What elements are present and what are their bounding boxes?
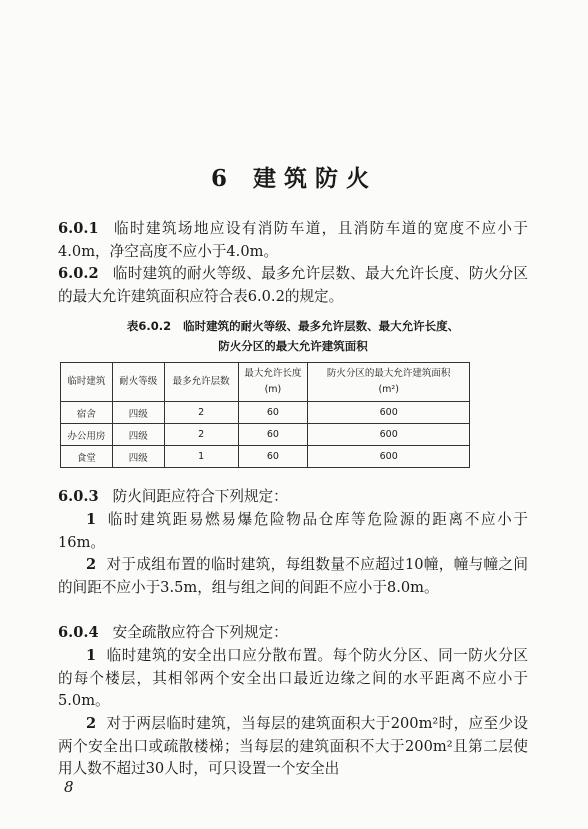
- clause-6-0-4: [58, 622, 528, 645]
- chapter-title: [0, 160, 588, 193]
- clause-number: 6.0.1: [58, 220, 99, 237]
- table-caption-line-2: 防火分区的最大允许建筑面积: [218, 339, 368, 353]
- cell-floors: 1: [164, 446, 238, 468]
- clause-number: 6.0.2: [58, 265, 99, 282]
- cell-floors: 2: [164, 424, 238, 446]
- chapter-number: 6: [210, 165, 227, 192]
- clause-number: 6.0.4: [58, 624, 99, 641]
- header-building: 临时建筑: [61, 363, 113, 402]
- chapter-heading: 建筑防火: [253, 165, 378, 192]
- item-number: 2: [86, 715, 97, 732]
- clause-6-0-3-item-2: [58, 554, 528, 599]
- table-caption: [58, 316, 528, 356]
- table-caption-line-1: 表6.0.2 临时建筑的耐火等级、最多允许层数、最大允许长度、: [126, 319, 460, 333]
- table-header-row: [61, 363, 470, 402]
- header-rating: 耐火等级: [112, 363, 164, 402]
- clause-text: 防火间距应符合下列规定：: [112, 488, 288, 505]
- cell-length: 60: [238, 424, 308, 446]
- table-row: [61, 424, 470, 446]
- table-row: [61, 446, 470, 468]
- cell-area: 600: [308, 424, 470, 446]
- header-floors: 最多允许层数: [164, 363, 238, 402]
- header-length: 最大允许长度 (m): [238, 363, 308, 402]
- cell-area: 600: [308, 446, 470, 468]
- item-number: 1: [86, 511, 97, 528]
- cell-building: 办公用房: [61, 424, 113, 446]
- cell-rating: 四级: [112, 402, 164, 424]
- cell-area: 600: [308, 402, 470, 424]
- clause-6-0-3: [58, 486, 528, 509]
- clause-6-0-3-item-1: [58, 509, 528, 554]
- clause-number: 6.0.3: [58, 488, 99, 505]
- cell-rating: 四级: [112, 446, 164, 468]
- item-text: 临时建筑的安全出口应分散布置。每个防火分区、同一防火分区的每个楼层，其相邻两个安全出口最近边缘之间的水平距离不应小于5.0m。: [58, 647, 528, 709]
- cell-length: 60: [238, 446, 308, 468]
- clause-6-0-1: [58, 218, 528, 263]
- clause-text: 临时建筑场地应设有消防车道，且消防车道的宽度不应小于4.0m，净空高度不应小于4.0m。: [58, 220, 528, 260]
- item-text: 对于两层临时建筑，当每层的建筑面积大于200m²时，应至少设两个安全出口或疏散楼梯；当每层的建筑面积不大于200m²且第二层使用人数不超过30人时，可只设置一个安全出: [58, 715, 528, 777]
- table-row: [61, 402, 470, 424]
- header-area: 防火分区的最大允许建筑面积 (m²): [308, 363, 470, 402]
- cell-building: 宿舍: [61, 402, 113, 424]
- clause-6-0-2: [58, 263, 528, 308]
- clause-text: 临时建筑的耐火等级、最多允许层数、最大允许长度、防火分区的最大允许建筑面积应符合表6.0.2的规定。: [58, 265, 528, 305]
- cell-building: 食堂: [61, 446, 113, 468]
- cell-rating: 四级: [112, 424, 164, 446]
- fire-rating-table: [60, 362, 470, 468]
- clause-6-0-4-item-2: [58, 713, 528, 781]
- page-number: 8: [64, 778, 74, 796]
- item-text: 对于成组布置的临时建筑，每组数量不应超过10幢，幢与幢之间的间距不应小于3.5m，组与组之间的间距不应小于8.0m。: [58, 556, 528, 596]
- cell-floors: 2: [164, 402, 238, 424]
- clause-text: 安全疏散应符合下列规定：: [112, 624, 288, 641]
- table-number: 表6.0.2: [126, 319, 172, 333]
- cell-length: 60: [238, 402, 308, 424]
- item-number: 2: [86, 556, 97, 573]
- item-number: 1: [86, 647, 97, 664]
- item-text: 临时建筑距易燃易爆危险物品仓库等危险源的距离不应小于16m。: [58, 511, 528, 551]
- clause-6-0-4-item-1: [58, 645, 528, 713]
